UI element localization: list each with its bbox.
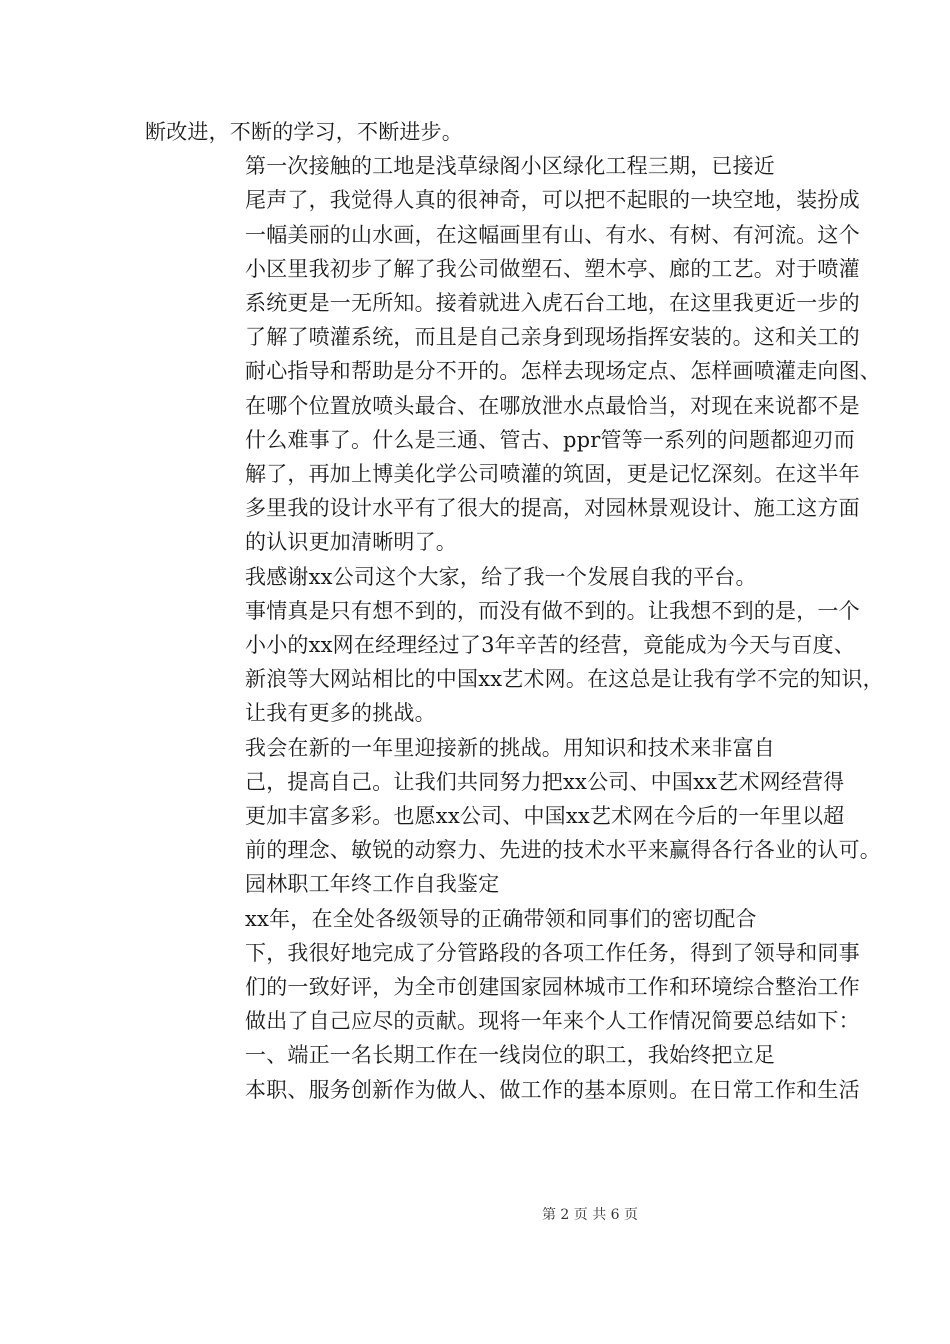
- text-line: 了解了喷灌系统，而且是自己亲身到现场指挥安装的。这和关工的: [245, 325, 860, 350]
- paragraph: [145, 867, 810, 901]
- page-number: 第 2 页 共 6 页: [541, 1207, 639, 1223]
- text-line: 一、端正一名长期工作在一线岗位的职工，我始终把立足: [245, 1043, 775, 1068]
- text-line: 系统更是一无所知。接着就进入虎石台工地，在这里我更近一步的: [245, 291, 860, 316]
- text-line: 更加丰富多彩。也愿xx公司、中国xx艺术网在今后的一年里以超: [245, 804, 845, 829]
- paragraph: [145, 902, 860, 1039]
- paragraph: [145, 731, 881, 868]
- text-line: xx年，在全处各级领导的正确带领和同事们的密切配合: [245, 906, 757, 931]
- text-line: 第一次接触的工地是浅草绿阁小区绿化工程三期，已接近: [245, 154, 775, 179]
- document-body: [145, 115, 884, 1107]
- text-line: 解了，再加上博美化学公司喷灌的筑固，更是记忆深刻。在这半年: [245, 462, 860, 487]
- text-line: 新浪等大网站相比的中国xx艺术网。在这总是让我有学不完的知识，: [245, 667, 884, 692]
- text-line: 耐心指导和帮助是分不开的。怎样去现场定点、怎样画喷灌走向图、: [245, 359, 881, 384]
- paragraph: [145, 115, 810, 149]
- text-line: 尾声了，我觉得人真的很神奇，可以把不起眼的一块空地，装扮成: [245, 188, 860, 213]
- paragraph: [145, 149, 881, 559]
- text-line: 下，我很好地完成了分管路段的各项工作任务，得到了领导和同事: [245, 940, 860, 965]
- text-line: 我会在新的一年里迎接新的挑战。用知识和技术来非富自: [245, 735, 775, 760]
- paragraph: [145, 1038, 860, 1106]
- text-line: 多里我的设计水平有了很大的提高，对园林景观设计、施工这方面: [245, 496, 860, 521]
- text-line: 做出了自己应尽的贡献。现将一年来个人工作情况简要总结如下：: [245, 1009, 860, 1034]
- text-line: 己，提高自己。让我们共同努力把xx公司、中国xx艺术网经营得: [245, 769, 845, 794]
- text-line: 我感谢xx公司这个大家，给了我一个发展自我的平台。: [245, 564, 757, 589]
- text-line: 前的理念、敏锐的动察力、先进的技术水平来赢得各行各业的认可。: [245, 838, 881, 863]
- text-line: 小小的xx网在经理经过了3年辛苦的经营，竟能成为今天与百度、: [245, 633, 856, 658]
- text-line: 一幅美丽的山水画，在这幅画里有山、有水、有树、有河流。这个: [245, 222, 860, 247]
- text-line: 们的一致好评，为全市创建国家园林城市工作和环境综合整治工作: [245, 975, 860, 1000]
- text-line: 本职、服务创新作为做人、做工作的基本原则。在日常工作和生活: [245, 1077, 860, 1102]
- text-line: 让我有更多的挑战。: [245, 701, 436, 726]
- text-line: 在哪个位置放喷头最合、在哪放泄水点最恰当，对现在来说都不是: [245, 393, 860, 418]
- text-line: 事情真是只有想不到的，而没有做不到的。让我想不到的是，一个: [245, 598, 860, 623]
- text-line: 小区里我初步了解了我公司做塑石、塑木亭、廊的工艺。对于喷灌: [245, 256, 860, 281]
- paragraph: [145, 560, 884, 731]
- text-line: 断改进，不断的学习，不断进步。: [145, 120, 463, 144]
- text-line: 什么难事了。什么是三通、管古、ppr管等一系列的问题都迎刃而: [245, 427, 855, 452]
- text-line: 园林职工年终工作自我鉴定: [245, 872, 500, 897]
- text-line: 的认识更加清晰明了。: [245, 530, 457, 555]
